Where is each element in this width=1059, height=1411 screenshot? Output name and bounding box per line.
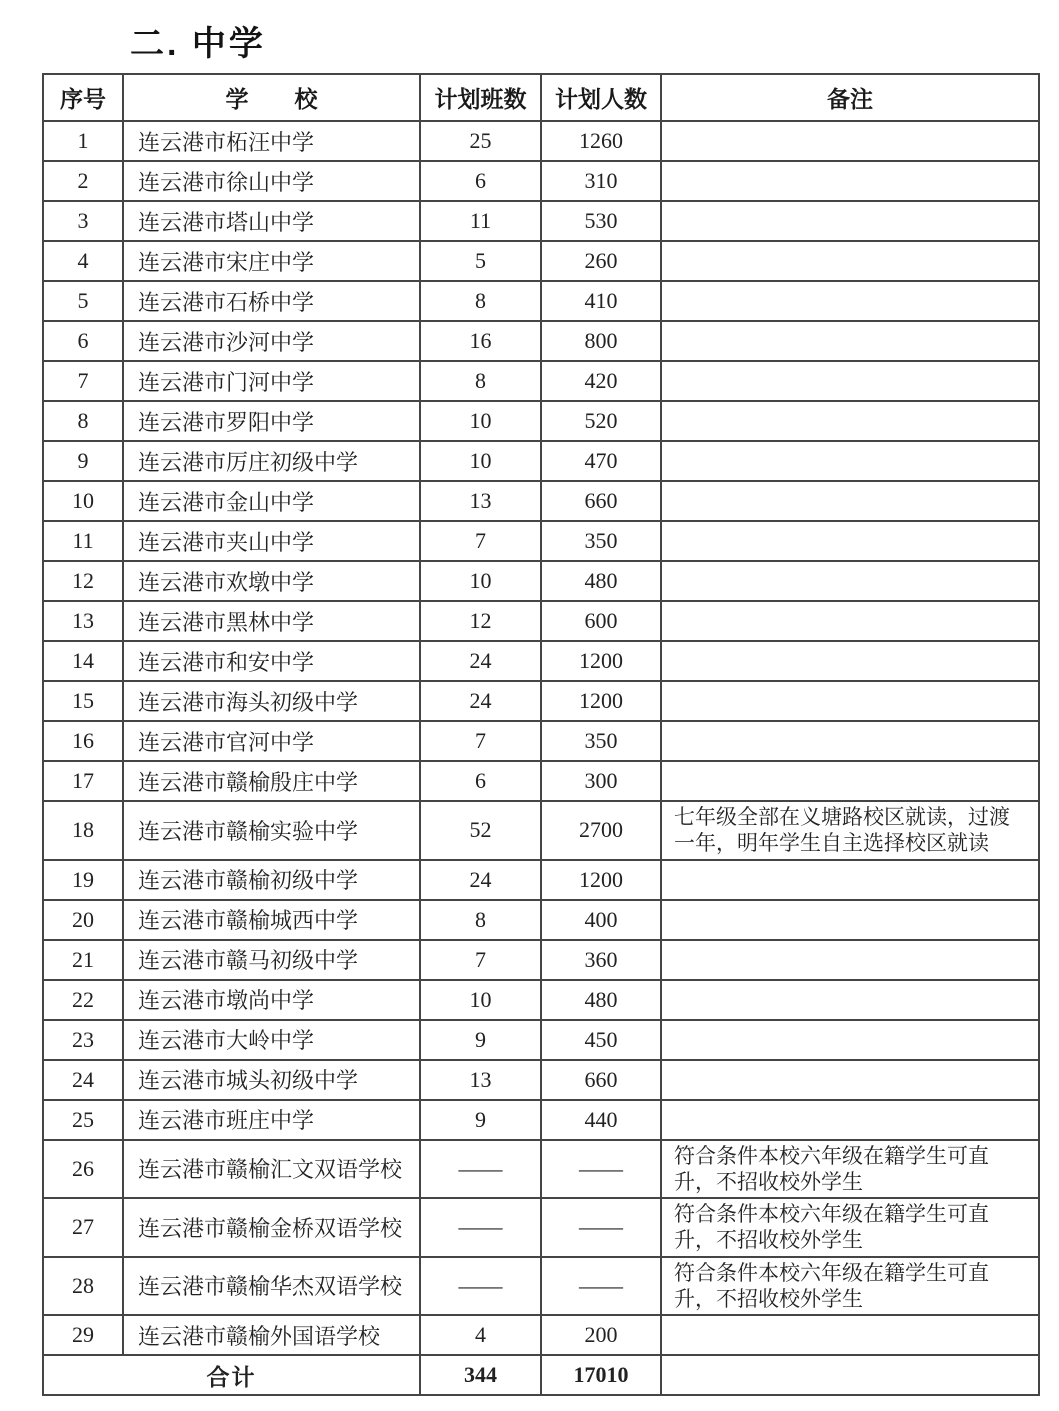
row-number: 12 xyxy=(43,561,123,601)
row-number: 15 xyxy=(43,681,123,721)
planned-students: 2700 xyxy=(541,801,661,860)
school-name: 连云港市和安中学 xyxy=(123,641,420,681)
row-number: 29 xyxy=(43,1315,123,1355)
table-row xyxy=(43,361,1039,401)
planned-classes: 7 xyxy=(420,521,541,561)
planned-classes: —— xyxy=(420,1257,541,1316)
table-row xyxy=(43,161,1039,201)
table-row xyxy=(43,681,1039,721)
school-name: 连云港市城头初级中学 xyxy=(123,1060,420,1100)
table-row xyxy=(43,241,1039,281)
school-name: 连云港市夹山中学 xyxy=(123,521,420,561)
table-header-row xyxy=(43,74,1039,121)
planned-classes: 24 xyxy=(420,681,541,721)
table-row xyxy=(43,1198,1039,1257)
planned-classes: —— xyxy=(420,1198,541,1257)
planned-classes: 52 xyxy=(420,801,541,860)
table-row xyxy=(43,1100,1039,1140)
planned-classes: 8 xyxy=(420,281,541,321)
row-note xyxy=(661,481,1039,521)
planned-students: 480 xyxy=(541,561,661,601)
planned-classes: 16 xyxy=(420,321,541,361)
planned-classes: 4 xyxy=(420,1315,541,1355)
row-number: 6 xyxy=(43,321,123,361)
planned-students: 660 xyxy=(541,1060,661,1100)
school-name: 连云港市宋庄中学 xyxy=(123,241,420,281)
row-number: 3 xyxy=(43,201,123,241)
school-name: 连云港市门河中学 xyxy=(123,361,420,401)
row-number: 24 xyxy=(43,1060,123,1100)
row-note xyxy=(661,241,1039,281)
row-note xyxy=(661,601,1039,641)
row-number: 22 xyxy=(43,980,123,1020)
row-number: 27 xyxy=(43,1198,123,1257)
planned-classes: 11 xyxy=(420,201,541,241)
row-note xyxy=(661,441,1039,481)
planned-classes: 10 xyxy=(420,980,541,1020)
school-name: 连云港市赣榆华杰双语学校 xyxy=(123,1257,420,1316)
table-row xyxy=(43,321,1039,361)
school-name: 连云港市赣榆金桥双语学校 xyxy=(123,1198,420,1257)
school-name: 连云港市赣榆城西中学 xyxy=(123,900,420,940)
row-note xyxy=(661,721,1039,761)
row-note: 符合条件本校六年级在籍学生可直升，不招收校外学生 xyxy=(661,1198,1039,1257)
table-row xyxy=(43,761,1039,801)
planned-students: 350 xyxy=(541,721,661,761)
header-note: 备注 xyxy=(661,74,1039,121)
row-number: 10 xyxy=(43,481,123,521)
row-number: 28 xyxy=(43,1257,123,1316)
school-name: 连云港市赣榆殷庄中学 xyxy=(123,761,420,801)
planned-students: 360 xyxy=(541,940,661,980)
row-note xyxy=(661,900,1039,940)
row-note xyxy=(661,860,1039,900)
table-row xyxy=(43,721,1039,761)
planned-students: —— xyxy=(541,1140,661,1199)
row-number: 9 xyxy=(43,441,123,481)
planned-classes: —— xyxy=(420,1140,541,1199)
school-name: 连云港市大岭中学 xyxy=(123,1020,420,1060)
total-classes: 344 xyxy=(420,1355,541,1395)
row-note xyxy=(661,1020,1039,1060)
planned-students: 530 xyxy=(541,201,661,241)
header-classes: 计划班数 xyxy=(420,74,541,121)
row-number: 13 xyxy=(43,601,123,641)
planned-students: 1200 xyxy=(541,860,661,900)
school-name: 连云港市欢墩中学 xyxy=(123,561,420,601)
school-name: 连云港市徐山中学 xyxy=(123,161,420,201)
planned-students: 450 xyxy=(541,1020,661,1060)
table-row xyxy=(43,201,1039,241)
table-row xyxy=(43,900,1039,940)
row-note xyxy=(661,940,1039,980)
row-note xyxy=(661,161,1039,201)
row-note xyxy=(661,281,1039,321)
planned-students: 1200 xyxy=(541,641,661,681)
planned-students: —— xyxy=(541,1257,661,1316)
planned-classes: 9 xyxy=(420,1020,541,1060)
header-school: 学 校 xyxy=(123,74,420,121)
row-note xyxy=(661,641,1039,681)
row-note: 符合条件本校六年级在籍学生可直升，不招收校外学生 xyxy=(661,1257,1039,1316)
school-name: 连云港市罗阳中学 xyxy=(123,401,420,441)
table-body xyxy=(43,121,1039,1355)
row-note: 七年级全部在义塘路校区就读，过渡一年，明年学生自主选择校区就读 xyxy=(661,801,1039,860)
row-number: 21 xyxy=(43,940,123,980)
row-number: 14 xyxy=(43,641,123,681)
row-note xyxy=(661,681,1039,721)
row-note xyxy=(661,561,1039,601)
planned-classes: 10 xyxy=(420,561,541,601)
row-note xyxy=(661,761,1039,801)
planned-classes: 8 xyxy=(420,900,541,940)
row-note xyxy=(661,361,1039,401)
row-note xyxy=(661,1315,1039,1355)
planned-classes: 10 xyxy=(420,441,541,481)
school-name: 连云港市墩尚中学 xyxy=(123,980,420,1020)
table-row xyxy=(43,641,1039,681)
school-name: 连云港市赣榆初级中学 xyxy=(123,860,420,900)
school-name: 连云港市赣榆外国语学校 xyxy=(123,1315,420,1355)
row-number: 2 xyxy=(43,161,123,201)
school-name: 连云港市石桥中学 xyxy=(123,281,420,321)
planned-students: 480 xyxy=(541,980,661,1020)
table-row xyxy=(43,121,1039,161)
planned-students: 300 xyxy=(541,761,661,801)
school-name: 连云港市赣榆汇文双语学校 xyxy=(123,1140,420,1199)
table-row xyxy=(43,980,1039,1020)
row-note xyxy=(661,401,1039,441)
table-row xyxy=(43,401,1039,441)
planned-classes: 10 xyxy=(420,401,541,441)
planned-students: 440 xyxy=(541,1100,661,1140)
table-row xyxy=(43,801,1039,860)
row-note: 符合条件本校六年级在籍学生可直升，不招收校外学生 xyxy=(661,1140,1039,1199)
table-row xyxy=(43,1257,1039,1316)
table-row xyxy=(43,940,1039,980)
row-number: 5 xyxy=(43,281,123,321)
planned-classes: 24 xyxy=(420,860,541,900)
planned-students: 260 xyxy=(541,241,661,281)
planned-classes: 7 xyxy=(420,940,541,980)
school-name: 连云港市赣榆实验中学 xyxy=(123,801,420,860)
planned-students: 520 xyxy=(541,401,661,441)
planned-classes: 6 xyxy=(420,161,541,201)
row-note xyxy=(661,980,1039,1020)
row-number: 17 xyxy=(43,761,123,801)
planned-classes: 7 xyxy=(420,721,541,761)
planned-students: 800 xyxy=(541,321,661,361)
planned-classes: 9 xyxy=(420,1100,541,1140)
table-row xyxy=(43,1140,1039,1199)
planned-students: 600 xyxy=(541,601,661,641)
planned-classes: 13 xyxy=(420,481,541,521)
planned-students: 470 xyxy=(541,441,661,481)
total-students: 17010 xyxy=(541,1355,661,1395)
planned-classes: 25 xyxy=(420,121,541,161)
school-name: 连云港市厉庄初级中学 xyxy=(123,441,420,481)
school-name: 连云港市塔山中学 xyxy=(123,201,420,241)
row-number: 7 xyxy=(43,361,123,401)
row-note xyxy=(661,321,1039,361)
row-number: 8 xyxy=(43,401,123,441)
planned-students: —— xyxy=(541,1198,661,1257)
planned-classes: 8 xyxy=(420,361,541,401)
row-number: 11 xyxy=(43,521,123,561)
planned-students: 350 xyxy=(541,521,661,561)
schools-table xyxy=(42,73,1040,1396)
table-row xyxy=(43,1060,1039,1100)
row-number: 25 xyxy=(43,1100,123,1140)
row-note xyxy=(661,121,1039,161)
total-row xyxy=(43,1355,1039,1395)
row-number: 26 xyxy=(43,1140,123,1199)
school-name: 连云港市黑林中学 xyxy=(123,601,420,641)
row-number: 1 xyxy=(43,121,123,161)
row-number: 18 xyxy=(43,801,123,860)
planned-classes: 13 xyxy=(420,1060,541,1100)
table-row xyxy=(43,561,1039,601)
planned-students: 410 xyxy=(541,281,661,321)
header-no: 序号 xyxy=(43,74,123,121)
planned-classes: 12 xyxy=(420,601,541,641)
school-name: 连云港市海头初级中学 xyxy=(123,681,420,721)
planned-students: 660 xyxy=(541,481,661,521)
table-row xyxy=(43,1020,1039,1060)
row-number: 4 xyxy=(43,241,123,281)
school-name: 连云港市柘汪中学 xyxy=(123,121,420,161)
planned-students: 420 xyxy=(541,361,661,401)
table-row xyxy=(43,521,1039,561)
planned-classes: 24 xyxy=(420,641,541,681)
table-row xyxy=(43,860,1039,900)
page-title: 二. 中学 xyxy=(130,25,266,63)
school-name: 连云港市沙河中学 xyxy=(123,321,420,361)
planned-classes: 5 xyxy=(420,241,541,281)
row-number: 23 xyxy=(43,1020,123,1060)
table-row xyxy=(43,601,1039,641)
row-number: 16 xyxy=(43,721,123,761)
table-row xyxy=(43,441,1039,481)
table-row xyxy=(43,481,1039,521)
table-row xyxy=(43,1315,1039,1355)
planned-students: 400 xyxy=(541,900,661,940)
planned-students: 200 xyxy=(541,1315,661,1355)
school-name: 连云港市赣马初级中学 xyxy=(123,940,420,980)
table-row xyxy=(43,281,1039,321)
row-number: 19 xyxy=(43,860,123,900)
row-number: 20 xyxy=(43,900,123,940)
planned-students: 1200 xyxy=(541,681,661,721)
school-name: 连云港市金山中学 xyxy=(123,481,420,521)
planned-classes: 6 xyxy=(420,761,541,801)
total-label: 合计 xyxy=(43,1355,420,1395)
header-students: 计划人数 xyxy=(541,74,661,121)
total-note xyxy=(661,1355,1039,1395)
school-name: 连云港市官河中学 xyxy=(123,721,420,761)
row-note xyxy=(661,1100,1039,1140)
row-note xyxy=(661,201,1039,241)
planned-students: 1260 xyxy=(541,121,661,161)
row-note xyxy=(661,521,1039,561)
school-name: 连云港市班庄中学 xyxy=(123,1100,420,1140)
row-note xyxy=(661,1060,1039,1100)
planned-students: 310 xyxy=(541,161,661,201)
